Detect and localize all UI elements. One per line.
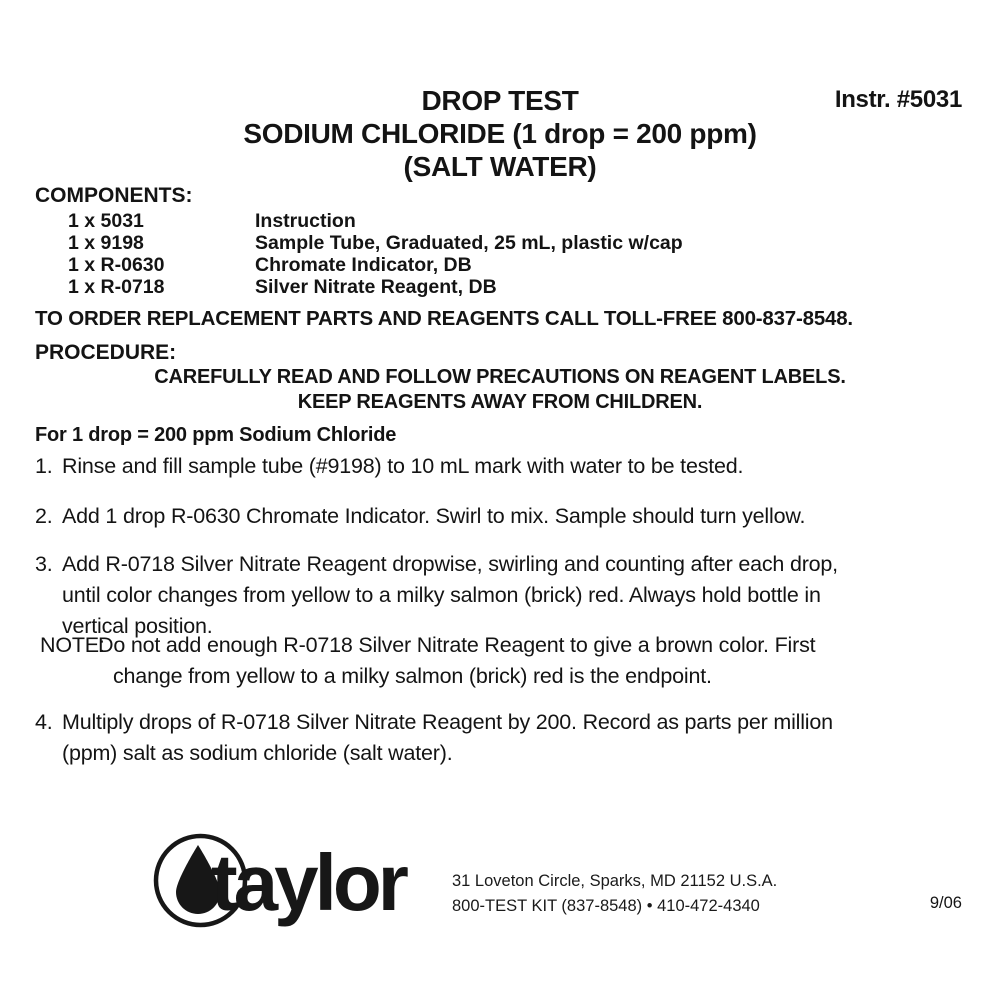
title-line-2: SODIUM CHLORIDE (1 drop = 200 ppm) <box>243 118 757 149</box>
note-text-line: change from yellow to a milky salmon (brick) red is the endpoint. <box>113 664 712 688</box>
component-row <box>35 254 965 276</box>
procedure-step-4 <box>35 707 970 769</box>
order-replacement-line: TO ORDER REPLACEMENT PARTS AND REAGENTS CALL TOLL-FREE 800-837-8548. <box>35 307 853 330</box>
dosage-subheading: For 1 drop = 200 ppm Sodium Chloride <box>35 424 397 446</box>
step-text-line: until color changes from yellow to a milky salmon (brick) red. Always hold bottle in <box>62 583 821 607</box>
step-number: 4. <box>35 710 53 734</box>
precaution-line-1: CAREFULLY READ AND FOLLOW PRECAUTIONS ON REAGENT LABELS. <box>154 366 846 388</box>
component-row <box>35 210 965 232</box>
step-number: 1. <box>35 454 53 478</box>
procedure-step-3 <box>35 549 970 642</box>
step-text-line: Multiply drops of R-0718 Silver Nitrate Reagent by 200. Record as parts per million <box>62 710 833 734</box>
instruction-number: Instr. #5031 <box>834 86 962 113</box>
component-row <box>35 276 965 298</box>
precaution-line-2: KEEP REAGENTS AWAY FROM CHILDREN. <box>297 391 703 413</box>
revision-date-code: 9/06 <box>929 894 962 912</box>
step-number: 2. <box>35 504 53 528</box>
step-text-line: (ppm) salt as sodium chloride (salt water). <box>62 741 453 765</box>
title-line-3: (SALT WATER) <box>403 151 597 182</box>
step-text-line: Rinse and fill sample tube (#9198) to 10 mL mark with water to be tested. <box>62 454 744 478</box>
component-qty: 1 x 9198 <box>68 232 144 254</box>
component-desc: Silver Nitrate Reagent, DB <box>255 276 497 298</box>
component-desc: Instruction <box>255 210 356 232</box>
step-text-line: vertical position. <box>62 614 213 638</box>
procedure-step-2 <box>35 501 970 532</box>
step-text-line: Add R-0718 Silver Nitrate Reagent dropwise, swirling and counting after each drop, <box>62 552 838 576</box>
address-block <box>452 869 777 919</box>
step-number: 3. <box>35 552 53 576</box>
components-list <box>35 210 965 298</box>
note-text-line: Do not add enough R-0718 Silver Nitrate Reagent to give a brown color. First <box>98 633 816 657</box>
step-text-line: Add 1 drop R-0630 Chromate Indicator. Swirl to mix. Sample should turn yellow. <box>62 504 806 528</box>
precautions-block <box>0 365 1000 415</box>
component-qty: 1 x R-0630 <box>68 254 165 276</box>
procedure-note <box>40 630 970 692</box>
taylor-logo <box>153 833 443 933</box>
note-label: NOTE: <box>40 633 105 657</box>
component-desc: Sample Tube, Graduated, 25 mL, plastic w/cap <box>255 232 683 254</box>
component-qty: 1 x 5031 <box>68 210 144 232</box>
procedure-step-1 <box>35 451 970 482</box>
component-desc: Chromate Indicator, DB <box>255 254 472 276</box>
title-line-1: DROP TEST <box>421 85 579 116</box>
title-block <box>0 84 1000 183</box>
component-row <box>35 232 965 254</box>
component-qty: 1 x R-0718 <box>68 276 165 298</box>
procedure-heading: PROCEDURE: <box>35 341 177 364</box>
components-heading: COMPONENTS: <box>35 184 193 207</box>
logo-wordmark: taylor <box>211 838 405 927</box>
address-line-1: 31 Loveton Circle, Sparks, MD 21152 U.S.A. <box>452 872 778 890</box>
address-line-2: 800-TEST KIT (837-8548) • 410-472-4340 <box>452 897 760 915</box>
